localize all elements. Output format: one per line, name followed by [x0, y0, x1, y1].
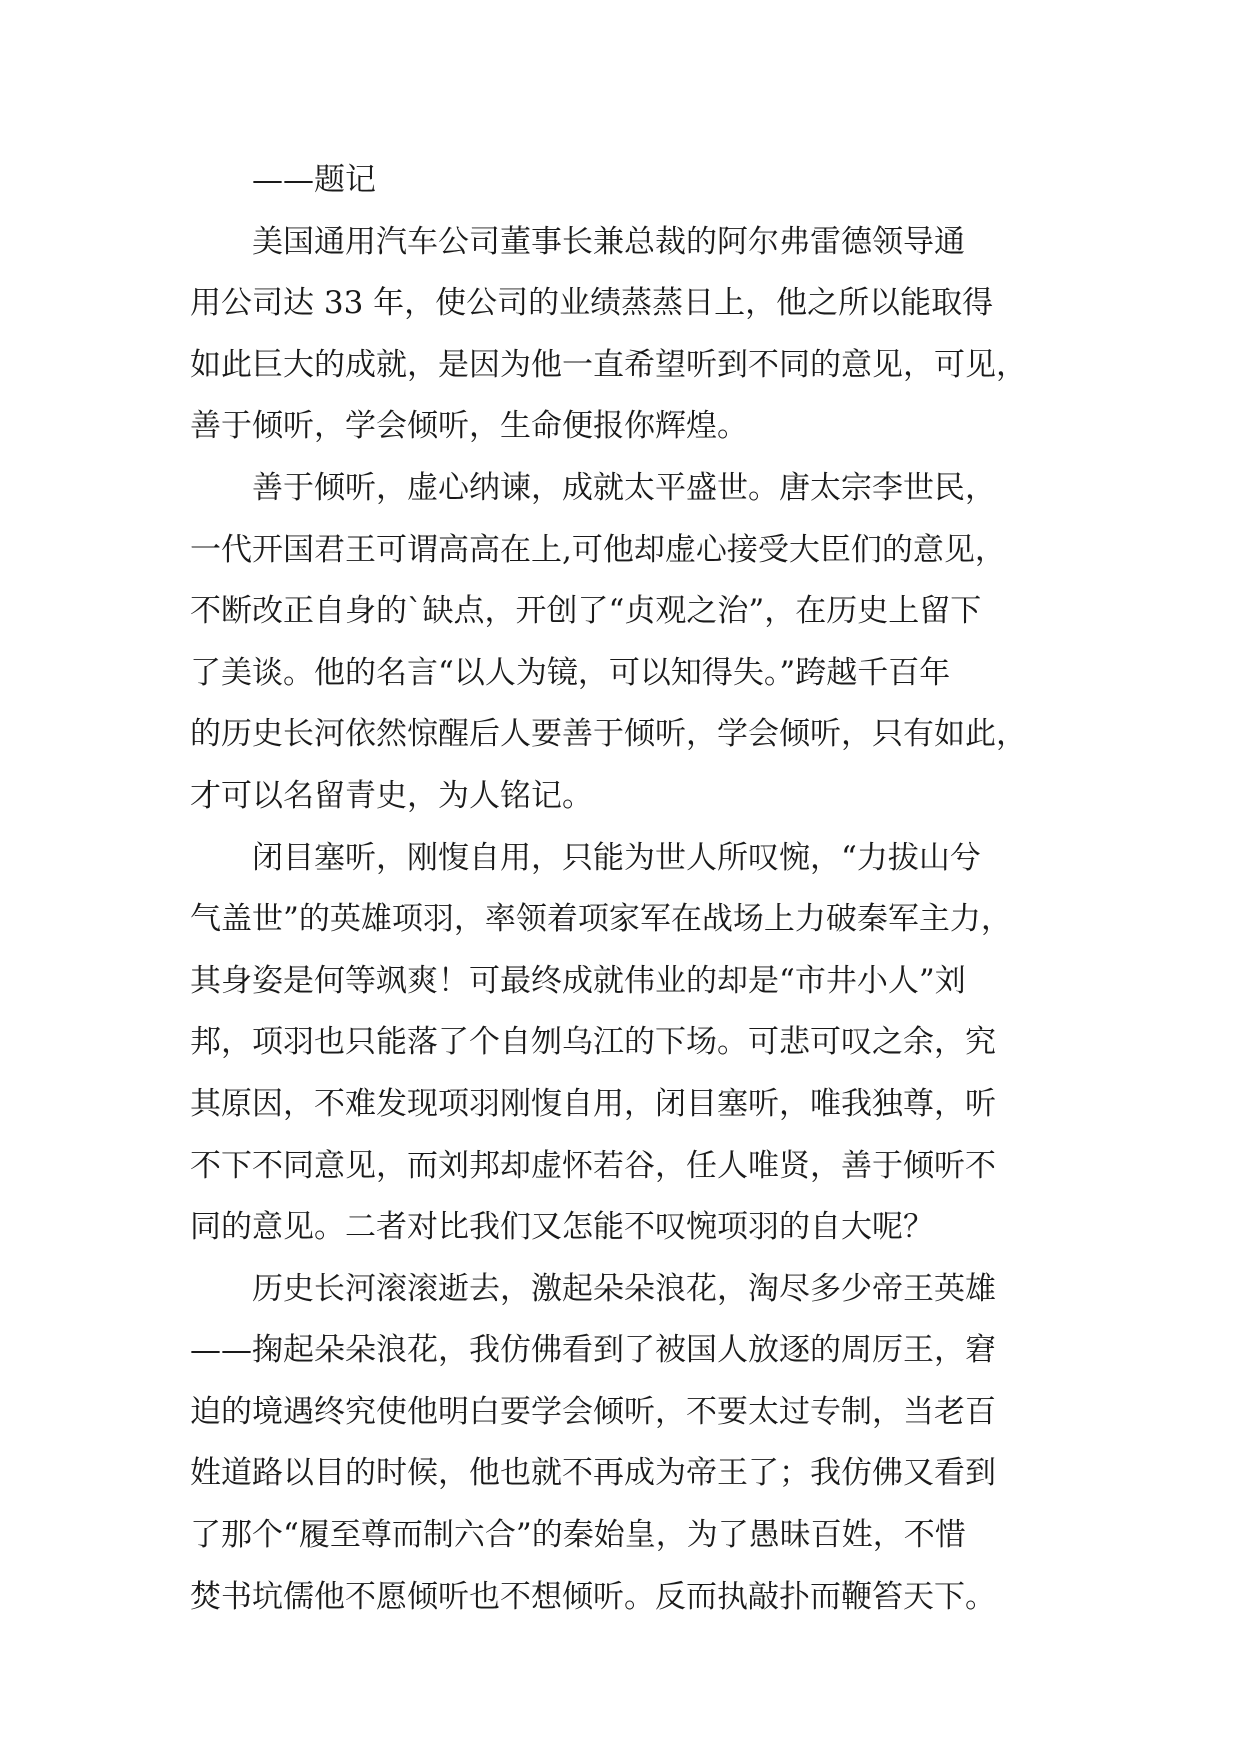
paragraph-line: 邦，项羽也只能落了个自刎乌江的下场。可悲可叹之余，究 [190, 1024, 996, 1061]
paragraph-line: 闭目塞听，刚愎自用，只能为世人所叹惋，“力拔山兮 [252, 839, 981, 876]
document-body [190, 150, 1070, 1628]
paragraph-line: 美国通用汽车公司董事长兼总裁的阿尔弗雷德领导通 [252, 223, 965, 260]
paragraph-line: 的历史长河依然惊醒后人要善于倾听，学会倾听，只有如此， [190, 716, 1027, 753]
paragraph-3 [190, 828, 1070, 1259]
paragraph-line: 用公司达 33 年，使公司的业绩蒸蒸日上，他之所以能取得 [190, 285, 994, 322]
paragraph-line: 其身姿是何等飒爽！可最终成就伟业的却是“市井小人”刘 [190, 962, 966, 999]
paragraph-2 [190, 458, 1070, 828]
paragraph-line: 气盖世”的英雄项羽，率领着项家军在战场上力破秦军主力， [190, 901, 1012, 938]
paragraph-line: 才可以名留青史，为人铭记。 [190, 777, 593, 814]
paragraph-line: 了美谈。他的名言“以人为镜，可以知得失。”跨越千百年 [190, 654, 951, 691]
paragraph-line: 其原因，不难发现项羽刚愎自用，闭目塞听，唯我独尊，听 [190, 1085, 996, 1122]
epigraph-signature: ——题记 [252, 162, 376, 198]
paragraph-line: 不下不同意见，而刘邦却虚怀若谷，任人唯贤，善于倾听不 [190, 1147, 996, 1184]
paragraph-line: 如此巨大的成就，是因为他一直希望听到不同的意见，可见， [190, 346, 1027, 383]
paragraph-line: 姓道路以目的时候，他也就不再成为帝王了；我仿佛又看到 [190, 1455, 996, 1492]
paragraph-1 [190, 212, 1070, 458]
paragraph-line: 善于倾听，虚心纳谏，成就太平盛世。唐太宗李世民， [252, 469, 996, 506]
paragraph-line: 同的意见。二者对比我们又怎能不叹惋项羽的自大呢？ [190, 1209, 934, 1246]
paragraph-line: 善于倾听，学会倾听，生命便报你辉煌。 [190, 408, 748, 445]
paragraph-line: 了那个“履至尊而制六合”的秦始皇，为了愚昧百姓，不惜 [190, 1517, 966, 1554]
paragraph-line: 焚书坑儒他不愿倾听也不想倾听。反而执敲扑而鞭笞天下。 [190, 1578, 996, 1615]
paragraph-4 [190, 1259, 1070, 1629]
paragraph-line: 历史长河滚滚逝去，激起朵朵浪花，淘尽多少帝王英雄 [252, 1270, 996, 1307]
paragraph-line: 迫的境遇终究使他明白要学会倾听，不要太过专制，当老百 [190, 1393, 996, 1430]
paragraph-line: 一代开国君王可谓高高在上,可他却虚心接受大臣们的意见， [190, 531, 1006, 568]
paragraph-line: ——掬起朵朵浪花，我仿佛看到了被国人放逐的周厉王，窘 [190, 1332, 996, 1369]
paragraph-line: 不断改正自身的`缺点，开创了“贞观之治”，在历史上留下 [190, 593, 982, 630]
